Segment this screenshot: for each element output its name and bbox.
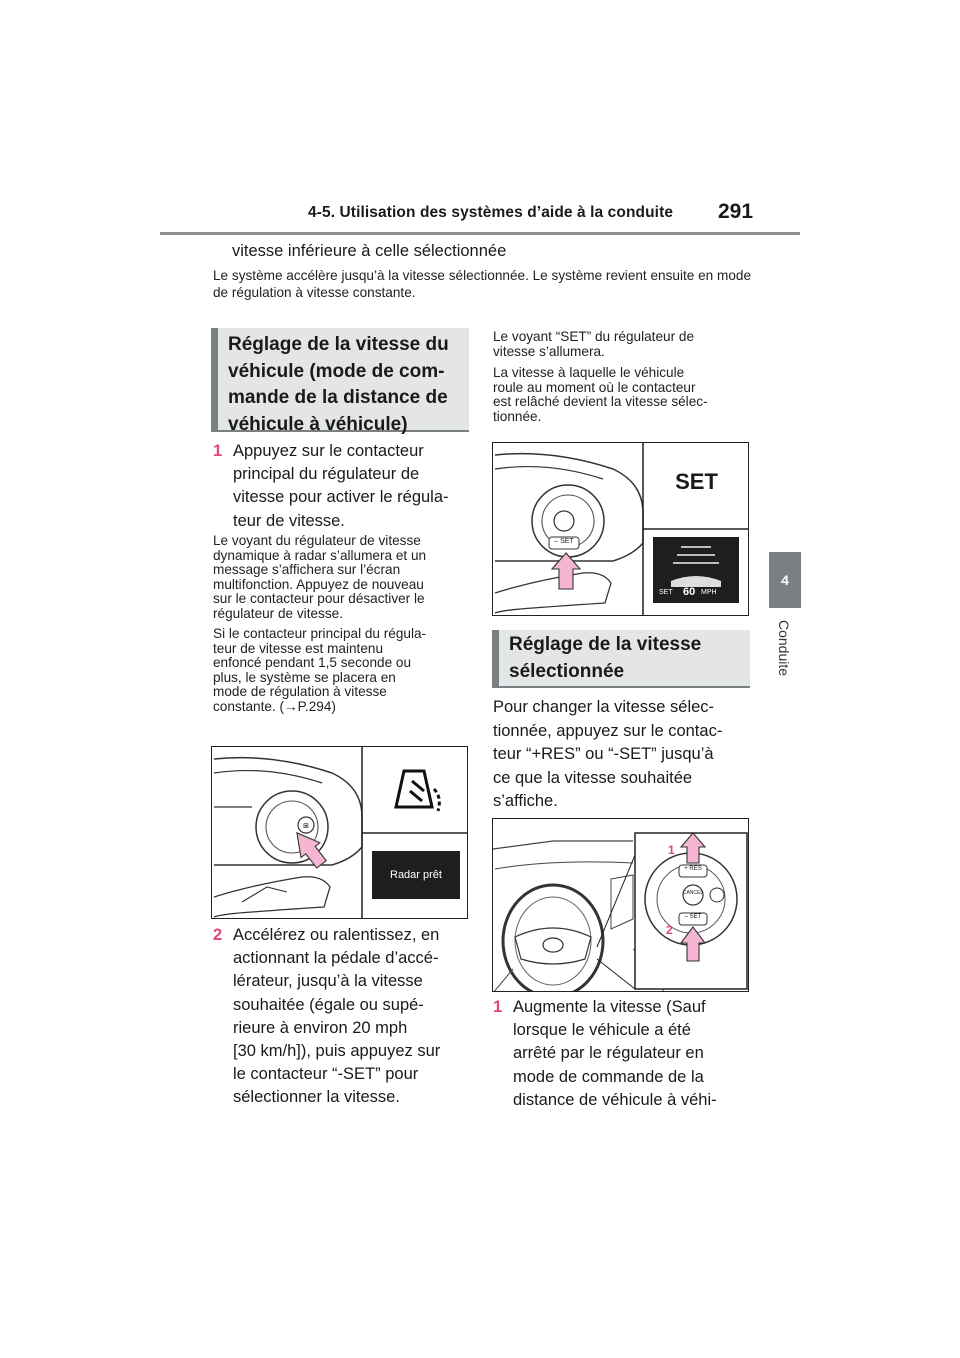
radar-cruise-icon xyxy=(396,771,439,811)
res-switch-label: + RES xyxy=(684,866,702,872)
chapter-name: Conduite xyxy=(776,620,792,677)
page-number: 291 xyxy=(718,200,754,223)
section-heading-selected-speed: Réglage de la vitesse sélectionnée xyxy=(492,630,750,688)
figure-res-set-switch xyxy=(492,818,749,992)
dashboard-illustration xyxy=(493,819,749,992)
chapter-tab[interactable]: 4 xyxy=(769,552,801,608)
display-unit: MPH xyxy=(701,589,717,596)
step-number: 1 xyxy=(213,442,223,460)
set-switch-label: – SET xyxy=(684,914,702,920)
note-selected-speed: La vitesse à laquelle le véhicule roule au moment où le contacteur est relâché devient la vitesse sélec- tionnée. xyxy=(493,365,708,424)
figure-main-switch xyxy=(211,746,468,919)
step-number: 2 xyxy=(213,926,223,944)
running-header: 4-5. Utilisation des systèmes d’aide à la conduite xyxy=(308,204,674,221)
radar-ready-message: Radar prêt xyxy=(390,869,442,881)
note-set-indicator: Le voyant “SET” du régulateur de vitesse s’allumera. xyxy=(493,329,694,359)
callout-2: 2 xyxy=(666,923,673,937)
set-switch-label: – SET xyxy=(554,538,574,545)
figure-set-switch xyxy=(492,442,749,616)
section-heading-speed-setting: Réglage de la vitesse du véhicule (mode de com- mande de la distance de véhicule à véhicule) xyxy=(211,328,469,432)
chapter-side-label xyxy=(762,620,806,690)
step-2: 2 Accélérez ou ralentissez, en actionnant la pédale d’accé- lérateur, jusqu’à la vitesse souhaitée (égale ou supé- rieure à environ 20 mph [30 km/h]), puis appuyez sur le contacteur “-SET” pour sélectionner la vitesse. xyxy=(213,924,483,1110)
set-indicator-label: SET xyxy=(675,469,718,494)
step-1: 1 Appuyez sur le contacteur principal du régulateur de vitesse pour activer le régula- teur de vitesse. xyxy=(213,440,483,533)
display-speed: 60 xyxy=(683,586,696,598)
item-1-increase-speed: 1 Augmente la vitesse (Sauf lorsque le véhicule a été arrêté par le régulateur en mode de commande de la distance de véhicule à véhi- xyxy=(493,996,763,1112)
header-rule xyxy=(160,232,800,235)
svg-text:⊞: ⊞ xyxy=(303,822,309,830)
intro-note: Le système accélère jusqu’à la vitesse sélectionnée. Le système revient ensuite en mode de régulation à vitesse constante. xyxy=(213,268,752,300)
section2-body: Pour changer la vitesse sélec- tionnée, appuyez sur le contac- teur “+RES” ou “-SET” jusqu’à ce que la vitesse souhaitée s’affiche. xyxy=(493,698,723,811)
note-constant-speed-mode: Si le contacteur principal du régula- teur de vitesse est maintenu enfoncé pendant 1,5 seconde ou plus, le système se placera en mode de régulation à vitesse constante. (→P.294) xyxy=(213,626,427,714)
note-radar-indicator: Le voyant du régulateur de vitesse dynamique à radar s’allumera et un message s’affichera sur l’écran multifonction. Appuyez de nouveau sur le contacteur pour désactiver le régulateur de vitesse. xyxy=(213,533,427,621)
cancel-switch-label: CANCEL xyxy=(682,890,704,896)
display-set: SET xyxy=(659,589,673,596)
intro-lead: vitesse inférieure à celle sélectionnée xyxy=(232,242,507,260)
callout-1: 1 xyxy=(668,843,675,857)
item-number: 1 xyxy=(493,998,503,1016)
